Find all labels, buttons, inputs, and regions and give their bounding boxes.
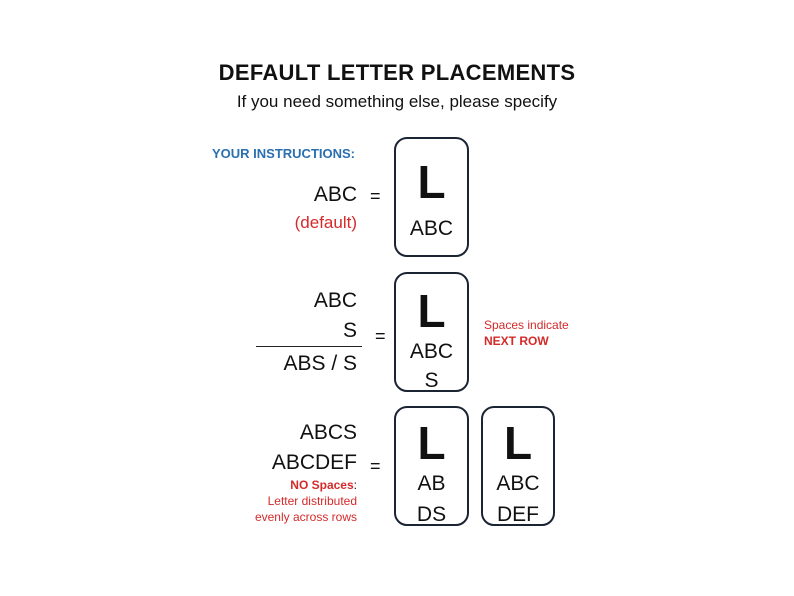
no-spaces-label: NO Spaces — [290, 478, 354, 492]
no-spaces-line3: evenly across rows — [254, 510, 357, 525]
example2-line1: ABC — [313, 289, 357, 312]
card-line: ABC — [496, 472, 540, 495]
card-big-letter: L — [417, 285, 446, 337]
letter-card-no-spaces-1 — [394, 406, 469, 526]
example2-line3: ABS / S — [283, 352, 357, 375]
example3-line1: ABCS — [299, 421, 357, 444]
card-line: DS — [416, 503, 447, 527]
example2-line2: S — [342, 319, 357, 342]
letter-card-default — [394, 137, 469, 257]
instructions-label: YOUR INSTRUCTIONS: — [212, 146, 355, 161]
equals-sign: = — [370, 456, 381, 476]
divider-line — [256, 346, 362, 347]
page-subtitle: If you need something else, please specify — [236, 92, 558, 111]
no-spaces-colon: : — [353, 478, 357, 492]
spaces-note-line1: Spaces indicate — [484, 318, 569, 332]
card-line: DEF — [497, 503, 539, 527]
no-spaces-line2: Letter distributed — [267, 494, 357, 509]
spaces-note-line2: NEXT ROW — [484, 334, 549, 349]
page-title: DEFAULT LETTER PLACEMENTS — [218, 60, 576, 85]
example1-default-note: (default) — [294, 213, 357, 232]
example3-line2: ABCDEF — [271, 451, 357, 474]
card-line: ABC — [409, 340, 454, 363]
card-big-letter: L — [417, 156, 446, 208]
letter-card-no-spaces-2 — [481, 406, 555, 526]
card-line: S — [424, 369, 439, 393]
card-big-letter: L — [417, 417, 446, 469]
card-line: AB — [417, 472, 446, 495]
equals-sign: = — [375, 326, 386, 346]
card-line: ABC — [409, 217, 454, 240]
letter-card-spaces — [394, 272, 469, 392]
card-big-letter: L — [503, 417, 533, 469]
equals-sign: = — [370, 186, 381, 206]
example1-input: ABC — [313, 183, 357, 206]
spaces-note — [484, 317, 569, 349]
no-spaces-note — [255, 477, 357, 526]
